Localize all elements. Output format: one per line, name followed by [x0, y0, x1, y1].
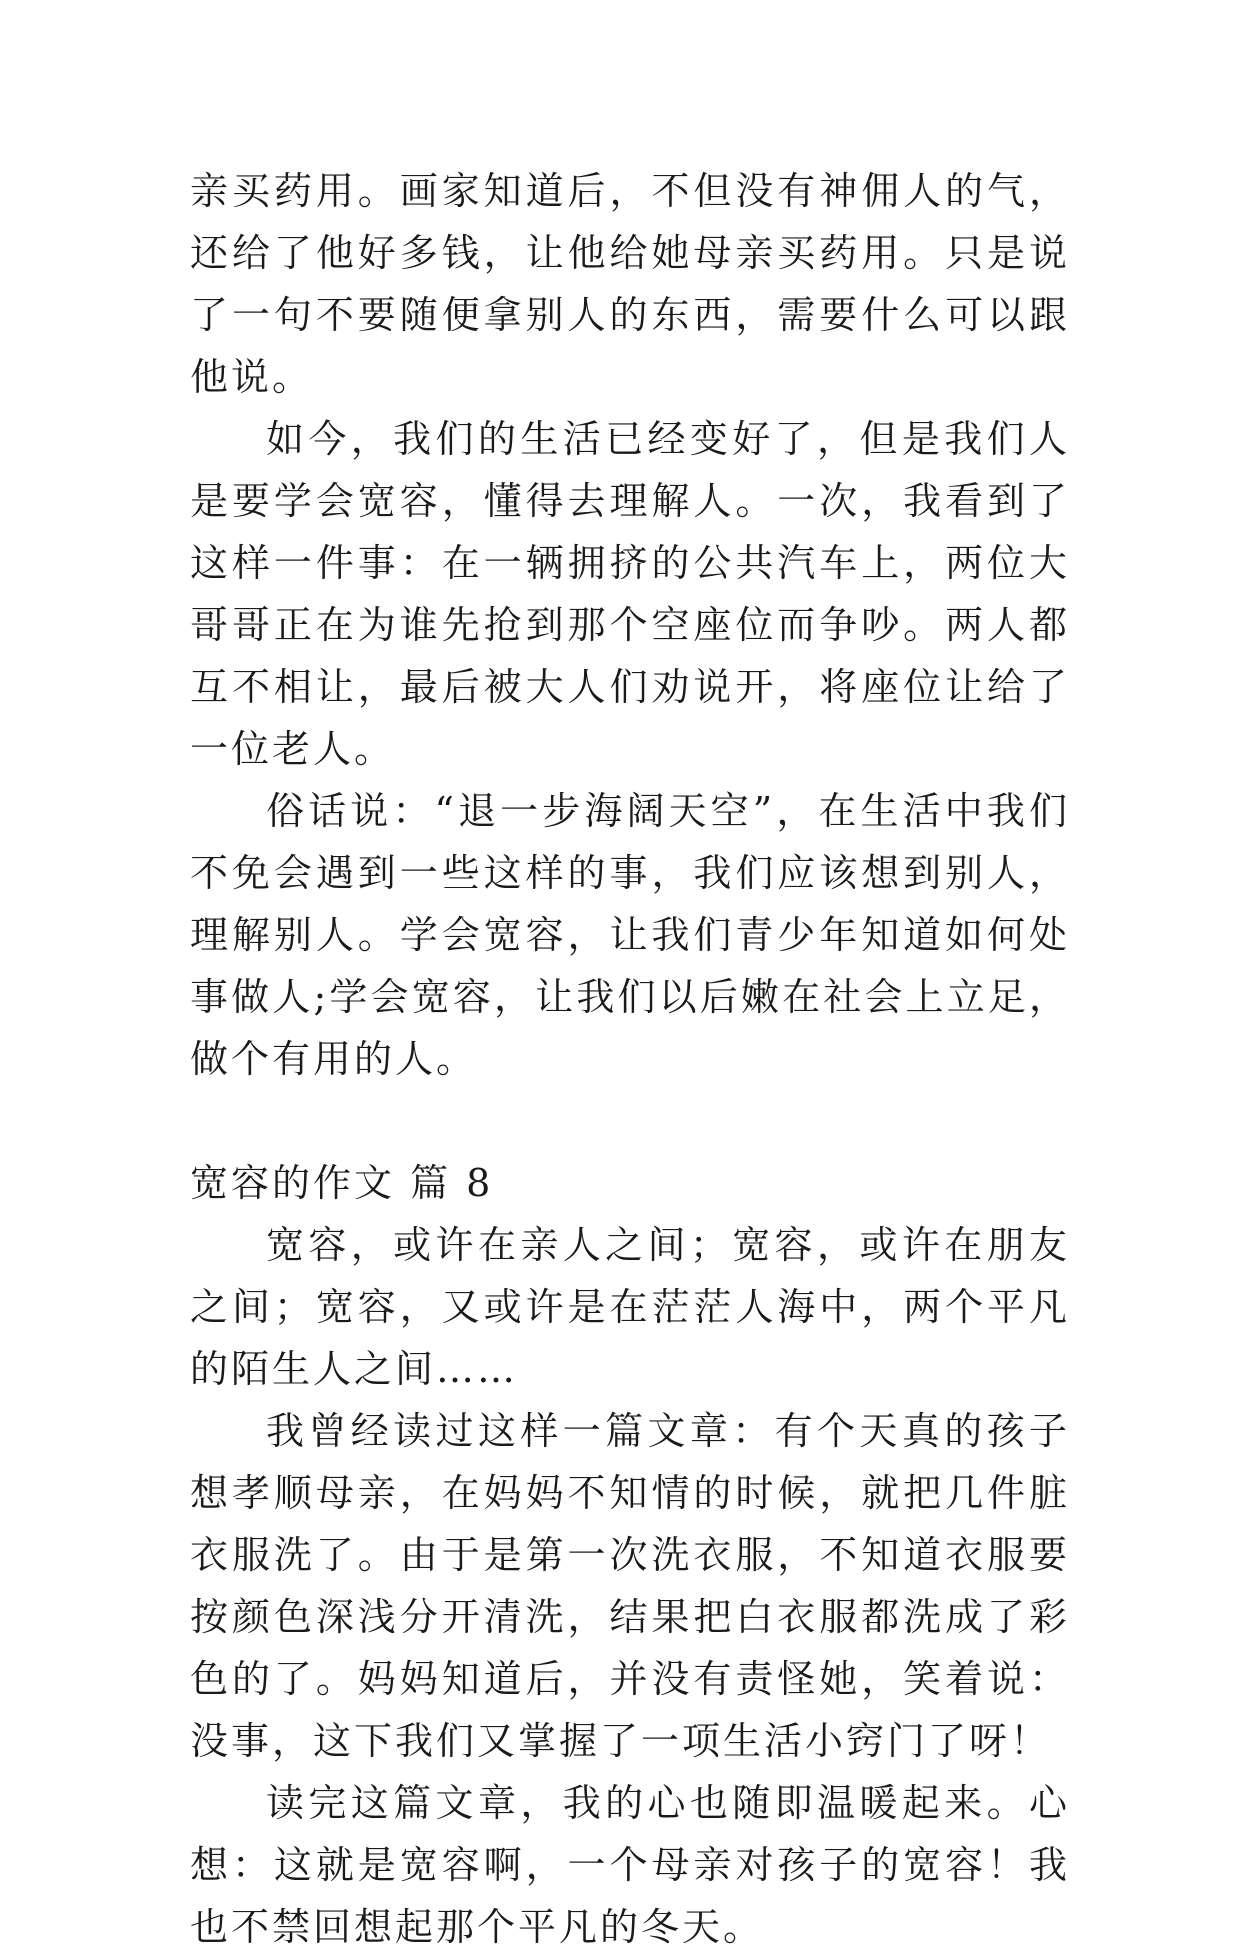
- section-heading: 宽容的作文 篇 8: [190, 1161, 494, 1205]
- paragraph-continuation: 亲买药用。画家知道后，不但没有神佣人的气，还给了他好多钱，让他给她母亲买药用。只是说了一句不要随便拿别人的东西，需要什么可以跟他说。: [190, 169, 1070, 399]
- paragraph-bus-story: 如今，我们的生活已经变好了，但是我们人是要学会宽容，懂得去理解人。一次，我看到了这样一件事：在一辆拥挤的公共汽车上，两位大哥哥正在为谁先抢到那个空座位而争吵。两人都互不相让，最后被大人们劝说开，将座位让给了一位老人。: [190, 417, 1070, 771]
- paragraph-reflection: 读完这篇文章，我的心也随即温暖起来。心想：这就是宽容啊，一个母亲对孩子的宽容！我也不禁回想起那个平凡的冬天。: [190, 1781, 1070, 1949]
- paragraph-laundry-story: 我曾经读过这样一篇文章：有个天真的孩子想孝顺母亲，在妈妈不知情的时候，就把几件脏衣服洗了。由于是第一次洗衣服，不知道衣服要按颜色深浅分开清洗，结果把白衣服都洗成了彩色的了。妈妈知道后，并没有责怪她，笑着说：没事，这下我们又掌握了一项生活小窍门了呀！: [190, 1409, 1070, 1763]
- document-body: [190, 160, 1070, 1958]
- paragraph-intro: 宽容，或许在亲人之间；宽容，或许在朋友之间；宽容，又或许是在茫茫人海中，两个平凡的陌生人之间……: [190, 1223, 1070, 1391]
- paragraph-proverb: 俗话说：“退一步海阔天空”，在生活中我们不免会遇到一些这样的事，我们应该想到别人，理解别人。学会宽容，让我们青少年知道如何处事做人;学会宽容，让我们以后嫩在社会上立足，做个有用的人。: [190, 789, 1070, 1081]
